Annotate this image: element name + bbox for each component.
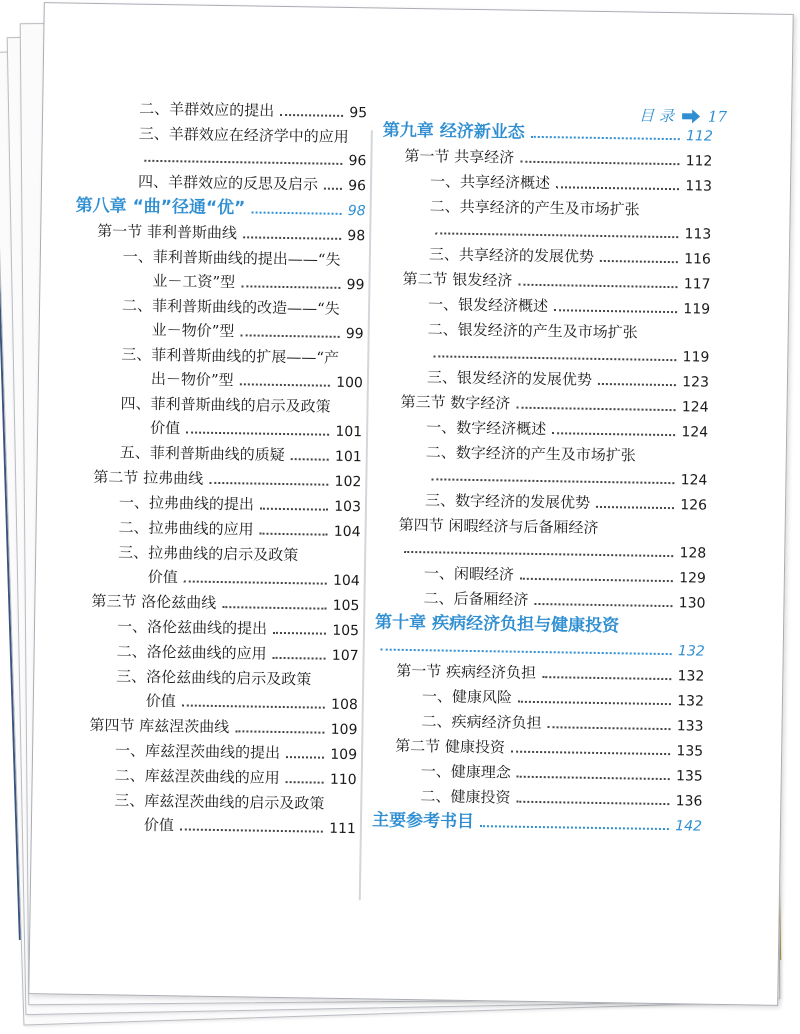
toc-entry-title: 二、健康投资	[420, 787, 511, 807]
toc-entry-title: 二、数字经济的产生及市场扩张	[425, 443, 636, 465]
toc-entry-title: 一、健康风险	[421, 687, 513, 707]
toc-entry-title: 第九章 经济新业态	[382, 120, 525, 143]
arrow-right-icon	[680, 108, 702, 124]
toc-entry-title-cont: 价值	[150, 418, 181, 438]
toc-entry-title: 二、疾病经济负担	[421, 712, 542, 733]
toc-page-number: 116	[684, 251, 712, 268]
toc-entry-title: 第十章 疾病经济负担与健康投资	[374, 612, 620, 637]
toc-entry-title: 第二节 拉弗曲线	[93, 468, 204, 488]
toc-page-number: 99	[345, 325, 364, 343]
toc-column-left	[66, 96, 368, 841]
toc-entry-title: 第三节 洛伦兹曲线	[91, 591, 217, 612]
dot-leader	[534, 603, 672, 607]
toc-page-number: 142	[675, 818, 703, 835]
toc-entry-title: 第二节 健康投资	[395, 736, 506, 757]
header-page-number: 17	[707, 107, 728, 126]
dot-leader	[324, 188, 342, 190]
dot-leader	[273, 657, 326, 660]
toc-entry-title: 第一节 疾病经济负担	[396, 661, 537, 682]
dot-leader	[516, 801, 669, 805]
dot-leader	[240, 334, 340, 338]
dot-leader	[251, 211, 342, 214]
toc-page-number: 110	[329, 771, 357, 789]
toc-entry-title: 一、菲利普斯曲线的提出——“失	[122, 247, 341, 269]
dot-leader	[548, 726, 671, 730]
toc-entry-title: 四、羊群效应的反思及启示	[137, 172, 319, 194]
dot-leader	[222, 606, 327, 610]
toc-entry-title: 二、拉弗曲线的应用	[118, 518, 254, 539]
toc-entry-continuation	[66, 812, 356, 842]
dot-leader	[600, 260, 678, 263]
dot-leader	[552, 432, 675, 436]
toc-page-number: 130	[678, 595, 706, 612]
toc-page-number: 108	[330, 696, 358, 714]
toc-page-number: 109	[330, 721, 358, 739]
dot-leader	[435, 232, 678, 238]
toc-entry-title-cont: 出－物价”型	[150, 369, 234, 390]
toc-entry-title: 三、共享经济的发展优势	[428, 245, 595, 266]
toc-page-number: 126	[680, 497, 708, 514]
toc-page-number: 128	[679, 545, 707, 562]
toc-page-number: 124	[681, 424, 709, 441]
toc-entry-title: 二、共享经济的产生及市场扩张	[429, 197, 640, 219]
dot-leader	[433, 355, 676, 361]
dot-leader	[209, 482, 329, 486]
dot-leader	[144, 160, 342, 165]
toc-page-number: 101	[334, 448, 362, 466]
toc-entry-title: 二、洛伦兹曲线的应用	[116, 642, 267, 663]
dot-leader	[598, 383, 676, 386]
toc-entry-title: 三、拉弗曲线的启示及政策	[118, 543, 299, 565]
toc-entry-title: 一、闲暇经济	[423, 564, 515, 584]
toc-entry-title: 三、洛伦兹曲线的启示及政策	[116, 667, 312, 689]
toc-page-number: 100	[336, 374, 364, 392]
dot-leader	[273, 632, 326, 635]
dot-leader	[180, 828, 323, 832]
header-label: 目 录	[638, 106, 675, 126]
dot-leader	[516, 407, 675, 412]
toc-page-number: 96	[348, 152, 367, 170]
toc-entry-title: 主要参考书目	[371, 810, 475, 833]
dot-leader	[431, 478, 674, 484]
dot-leader	[286, 756, 324, 759]
toc-page-number: 99	[346, 276, 365, 294]
dot-leader	[260, 533, 328, 536]
dot-leader	[517, 776, 670, 780]
toc-page-number: 112	[685, 128, 713, 145]
toc-entry-title: 第二节 银发经济	[402, 269, 513, 290]
dot-leader	[241, 285, 341, 289]
toc-page-number: 119	[683, 301, 711, 318]
toc-page-number: 105	[332, 597, 360, 615]
toc-page-number: 132	[677, 643, 705, 660]
toc-entry-title: 第三节 数字经济	[400, 392, 511, 413]
toc-page-number: 132	[677, 693, 705, 710]
toc-page-number: 135	[676, 743, 704, 760]
toc-chapter[interactable]	[372, 808, 702, 838]
dot-leader	[291, 458, 329, 461]
toc-page-number: 107	[331, 647, 359, 665]
toc-page-number: 113	[684, 226, 712, 243]
toc-page-number: 123	[682, 374, 710, 391]
toc-entry-title: 一、银发经济概述	[427, 295, 549, 316]
toc-page-number: 109	[330, 746, 358, 764]
toc-entry-title: 三、银发经济的发展优势	[426, 368, 593, 389]
toc-page-number: 103	[334, 498, 362, 516]
toc-entry-title: 三、库兹涅茨曲线的启示及政策	[114, 791, 325, 813]
toc-entry-title: 三、数字经济的发展优势	[424, 491, 591, 512]
toc-page-number: 105	[332, 622, 360, 640]
toc-page-number: 112	[685, 153, 713, 170]
toc-entry-title: 二、菲利普斯曲线的改造——“失	[121, 296, 340, 318]
toc-entry-title-cont: 价值	[147, 567, 178, 587]
toc-page-number: 117	[683, 276, 711, 293]
toc-page-number: 98	[347, 202, 366, 220]
dot-leader	[518, 284, 677, 289]
toc-entry-title: 一、健康理念	[420, 762, 511, 782]
dot-leader	[520, 578, 673, 582]
toc-entry-title: 二、银发经济的产生及市场扩张	[427, 320, 638, 342]
dot-leader	[381, 649, 672, 656]
dot-leader	[554, 309, 677, 313]
dot-leader	[240, 383, 331, 386]
toc-page-number: 136	[675, 793, 703, 810]
toc-entry-title: 第八章 “曲”径通“优”	[75, 195, 246, 219]
toc-page-number: 113	[685, 178, 713, 195]
toc-page-number: 111	[329, 820, 357, 838]
dot-leader	[596, 506, 674, 509]
toc-entry-title: 一、洛伦兹曲线的提出	[116, 617, 268, 638]
toc-entry-title: 五、菲利普斯曲线的质疑	[119, 443, 285, 465]
toc-entry-title-cont: 价值	[145, 691, 177, 711]
toc-entry-title-cont: 价值	[143, 815, 175, 835]
toc-page-number: 102	[334, 473, 362, 491]
toc-entry-title-cont: 业－工资”型	[152, 271, 236, 292]
toc-page-number: 101	[335, 423, 363, 441]
toc-entry-title: 二、羊群效应的提出	[139, 99, 275, 120]
dot-leader	[520, 161, 679, 166]
dot-leader	[518, 701, 671, 705]
toc-entry-title: 第一节 共享经济	[404, 146, 515, 167]
toc-entry-title: 三、羊群效应在经济学中的应用	[138, 124, 349, 146]
toc-entry-title: 一、拉弗曲线的提出	[118, 493, 255, 514]
dot-leader	[186, 431, 329, 435]
toc-page-number: 104	[333, 523, 361, 541]
dot-leader	[235, 730, 325, 733]
dot-leader	[542, 676, 671, 680]
toc-entry-title: 一、共享经济概述	[429, 172, 551, 193]
toc-page-number: 132	[677, 668, 705, 685]
dot-leader	[184, 580, 327, 584]
toc-entry-title: 一、库兹涅茨曲线的提出	[114, 741, 281, 762]
dot-leader	[286, 781, 324, 784]
toc-entry-title: 第一节 菲利普斯曲线	[97, 222, 238, 243]
dot-leader	[480, 825, 669, 830]
dot-leader	[511, 751, 670, 756]
toc-entry-title: 一、数字经济概述	[426, 418, 547, 439]
toc-page-number: 95	[349, 104, 368, 122]
toc-page-number: 98	[347, 227, 366, 245]
toc-entry-title: 三、菲利普斯曲线的扩展——“产	[121, 345, 340, 367]
dot-leader	[531, 136, 680, 140]
toc-page-number: 104	[332, 572, 360, 590]
toc-entry-title: 四、菲利普斯曲线的启示及政策	[120, 394, 331, 416]
toc-entry-title: 二、库兹涅茨曲线的应用	[114, 766, 280, 787]
toc-page	[28, 2, 793, 1006]
toc-entry-title: 第四节 库兹涅茨曲线	[89, 715, 230, 737]
toc-page-number: 124	[681, 399, 709, 416]
dot-leader	[404, 551, 673, 557]
toc-entry-title: 第四节 闲暇经济与后备厢经济	[398, 515, 599, 537]
toc-page-number: 135	[675, 768, 703, 785]
toc-page-number: 119	[682, 349, 710, 366]
toc-entry-title: 二、后备厢经济	[423, 589, 529, 609]
dot-leader	[556, 186, 679, 190]
toc-page-number: 96	[348, 177, 367, 195]
toc-page-number: 129	[679, 570, 706, 587]
dot-leader	[243, 236, 341, 240]
dot-leader	[182, 704, 325, 708]
toc-entry-title-cont: 业－物价”型	[151, 320, 235, 341]
toc-column-right	[372, 119, 713, 839]
dot-leader	[280, 114, 343, 117]
toc-page-number: 124	[680, 472, 708, 489]
dot-leader	[260, 508, 328, 511]
toc-page-number: 133	[676, 718, 704, 735]
